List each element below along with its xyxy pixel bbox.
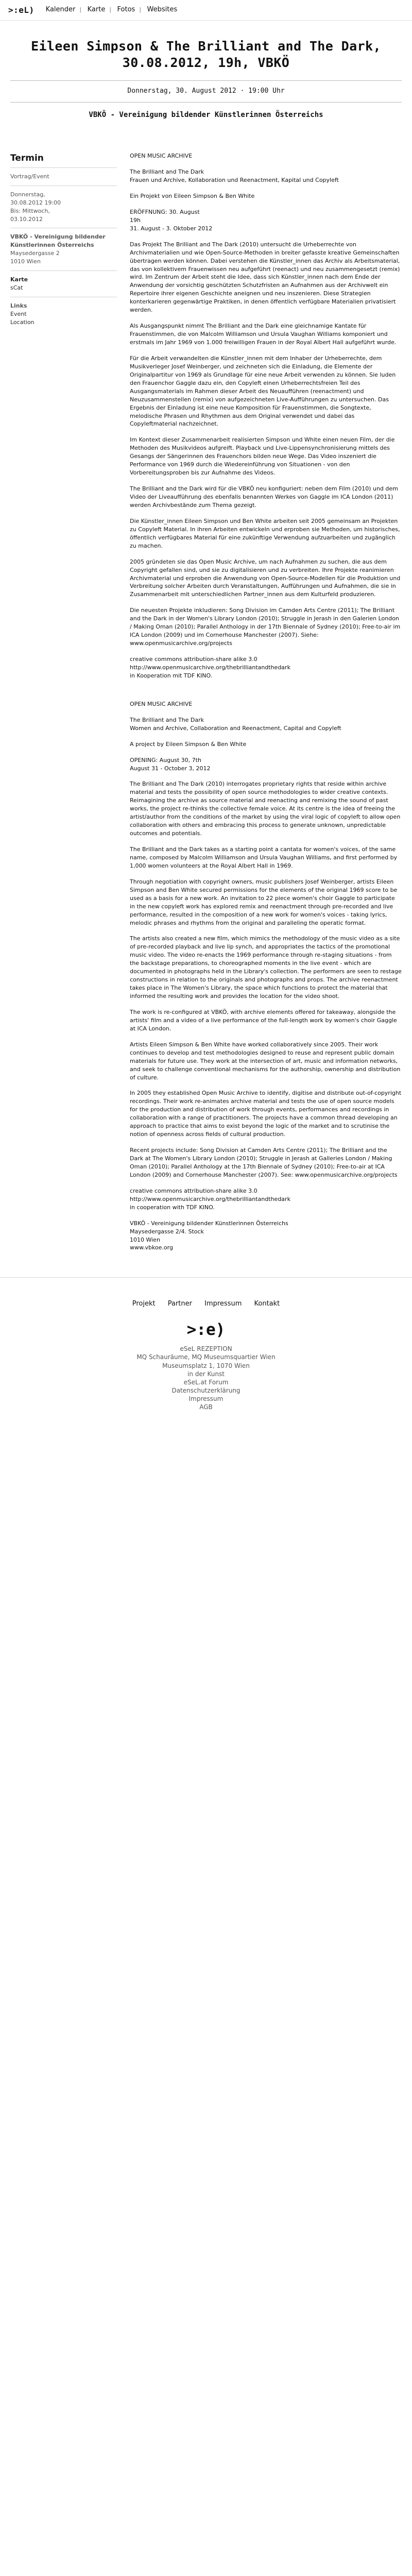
description-paragraph: A project by Eileen Simpson & Ben White — [130, 740, 247, 748]
links-label: Links — [10, 302, 27, 310]
description-paragraph: The Brilliant and The Dark Frauen und Archive, Kollaboration und Reenactment, Kapital und Copyleft — [130, 168, 339, 184]
event-header — [0, 21, 412, 130]
description-paragraph: The Brilliant and the Dark wird für die VBKÖ neu konfiguriert: neben dem Film (2010) und dem Video der Liveaufführung des ebenfalls benannten Werkes von Gaggle im ICA London (2011) werden Archivbestände zum Thema gezeigt. — [130, 485, 398, 509]
description-paragraph: Die Künstler_innen Eileen Simpson und Ben White arbeiten seit 2005 gemeinsam an Projekten zu Copyleft Material. In ihren Arbeiten entwickeln und erproben sie Methoden, um historisches, öffentlich verfügbares Material für eine zukünftige Verwendung aufzuarbeiten und zugänglich zu machen. — [130, 517, 400, 549]
venue-name: VBKÖ - Vereinigung bildender Künstlerinnen Österreichs — [10, 233, 106, 249]
nav-fotos[interactable]: Fotos — [117, 6, 135, 14]
footer-line: eSeL REZEPTION — [180, 1345, 232, 1353]
english-description — [130, 700, 402, 1252]
content-layout — [0, 130, 412, 1260]
event-organizer: VBKÖ - Vereinigung bildender Künstlerinnen Österreichs — [89, 110, 323, 119]
venue-contact: VBKÖ - Vereinigung bildender Künstlerinnen Österreichs Maysedergasse 2/4. Stock 1010 Wien www.vbkoe.org — [130, 1219, 288, 1251]
footer-link-contact[interactable]: Kontakt — [254, 1300, 280, 1308]
description-paragraph: Als Ausgangspunkt nimmt The Brilliant and the Dark eine gleichnamige Kantate für Frauenstimmen, die von Malcolm Williamson und Ursula Vaughan Williams komponiert und erstmals im Jahr 1969 von 1.000 freiwilligen Frauen in der Royal Albert Hall aufgeführt wurde. — [130, 323, 397, 346]
event-type-block — [10, 167, 117, 185]
date-block — [10, 185, 117, 228]
date-label: Donnerstag, — [10, 191, 45, 198]
venue-block — [10, 228, 117, 270]
footer-link[interactable]: Datenschutzerklärung — [171, 1387, 241, 1395]
nav-websites[interactable]: Websites — [147, 6, 178, 14]
event-date: Donnerstag, 30. August 2012 · 19:00 Uhr — [10, 81, 402, 103]
event-sidebar — [10, 152, 130, 1260]
event-description — [130, 152, 402, 1260]
nav-karte[interactable]: Karte — [87, 6, 106, 14]
german-description — [130, 152, 402, 680]
location-link[interactable]: Location — [10, 318, 35, 326]
map-block — [10, 270, 117, 297]
footer-link-impressum[interactable]: Impressum — [204, 1300, 242, 1308]
nav-kalender[interactable]: Kalender — [45, 6, 76, 14]
description-paragraph: Die neuesten Projekte inkludieren: Song Division im Camden Arts Centre (2011); The Brilliant and the Dark in der Women's Library London (2010); Struggle in Jerash in den Galerien London / Making Oman (2010); Parallel Anthology in der 17th Biennale of Sydney (2010); Free-to-air im ICA London (2009) und im Cornerhouse Manchester (2007). Siehe: www.openmusicarchive.org/projects — [130, 607, 401, 647]
venue-address: Maysedergasse 2 — [10, 250, 60, 257]
description-paragraph: The work is re-configured at VBKÖ, with archive elements offered for takeaway, alongside the artists' film and a video of a live performance of the full-length work by women's choir Gaggle at ICA London. — [130, 1008, 397, 1032]
description-paragraph: Artists Eileen Simpson & Ben White have worked collaboratively since 2005. Their work continues to develop and test methodologies designed to reuse and represent public domain materials for future use. They work at the intersection of art, music and information networks, and seek to challenge conventional mechanisms for the authorship, ownership and distribution of culture. — [130, 1041, 401, 1081]
footer-link-partner[interactable]: Partner — [167, 1300, 192, 1308]
description-paragraph: Das Projekt The Brilliant and The Dark (2010) untersucht die Urheberrechte von Archivmaterialien und wie Open-Source-Methoden in breiter gefasste kreative Gemeinschaften übertragen werden können. Dabei verstehen die Künstler_innen das Archiv als Arbeitsmaterial, das von kollektivem Frauenwissen neu aufgeführt (reenact) und neu zusammengesetzt (remix) wird. Im Zentrum der Arbeit steht die Idee, dass sich Künstler_innen nach dem Ende der Anwendung der vorsichtig geschützten Schutzfristen an Aufnahmen aus der Archivwelt ein Repertoire ihrer eigenen Geschichte aneignen und neu inszenieren. Diese Strategien konterkarieren gegenwärtige Praktiken, in denen öffentlich verfügbare Materialien privatisiert werden. — [130, 241, 400, 314]
footer-logo[interactable]: >:e) — [186, 1320, 226, 1340]
description-paragraph: Im Kontext dieser Zusammenarbeit realisierten Simpson und White einen neuen Film, der die Methoden des Musikvideos aufgreift. Playback und Live-Lippensynchronisierung mittels des Gesangs der Sängerinnen des Frauenchors bilden neue Wege. Das Video inszeniert die Performance von 1969 durch die Wiedereinführung von Situationen - von den Vorbereitungsproben bis zur Aufnahme des Videos. — [130, 436, 395, 477]
description-paragraph: Ein Projekt von Eileen Simpson & Ben White — [130, 192, 255, 199]
description-paragraph: Für die Arbeit verwandelten die Künstler_innen mit dem Inhaber der Urheberrechte, dem Musikverleger Josef Weinberger, und zeichneten sich die Einladung, die Elemente der Originalpartitur von 1969 als Grundlage für eine neue Arbeit verwenden zu können. Sie luden den Frauenchor Gaggle dazu ein, den Copyleft einen Urheberrechtsfreien Teil des Ausgangsmaterials im Rahmen dieser Arbeit des Neuaufführen (reenactment) und Neuzusammenstellen (remix) von aufgezeichneten Live-Aufführungen zu untersuchen. Das Ergebnis der Einladung ist eine neue Komposition für Frauenstimmen, die Songtexte, melodische Phrasen und Rhythmen aus dem Original verwendet und dabei das Copyleftmaterial nachzeichnet. — [130, 354, 396, 428]
tag-link[interactable]: sCat — [10, 284, 23, 292]
description-paragraph: creative commons attribution-share alike 3.0 http://www.openmusicarchive.org/thebrilliantandthedark in cooperation with TDF KINO. — [130, 1187, 290, 1211]
date-line: 30.08.2012 19:00 — [10, 199, 61, 206]
footer-line: Museumsplatz 1, 1070 Wien — [162, 1362, 250, 1369]
page-title: Eileen Simpson & The Brilliant and The Dark, 30.08.2012, 19h, VBKÖ — [31, 39, 381, 70]
links-block — [10, 297, 117, 331]
section-heading: OPEN MUSIC ARCHIVE — [130, 152, 193, 160]
footer-link[interactable]: Impressum — [188, 1395, 224, 1403]
description-paragraph: In 2005 they established Open Music Archive to identify, digitise and distribute out-of-copyright recordings. Their work re-animates archive material and tests the use of open source models for the production and distribution of work through events, performances and recordings in collaboration with a range of practitioners. The projects have a common thread developing an approach to practice that aims to exist beyond the logic of the market and to scrutinise the notion of openness across fields of cultural production. — [130, 1090, 402, 1138]
event-link[interactable]: Event — [10, 311, 27, 318]
date-line: 03.10.2012 — [10, 215, 43, 223]
description-paragraph: The artists also created a new film, which mimics the methodology of the music video as a site of pre-recorded playback and live lip synch, and appropriates the tactics of the promotional music video. The video re-enacts the 1969 performance through re-staging situations - from the backstage preparations, to choreographed moments in the live event - which are documented in photographs held in the Library's collection. The performers are seen to restage constructions in relation to the originals and photographs and props. The archive reenactment takes place in The Women's Library, the space which functions to protect the material that informed the resulting work and provides the location for the video shoot. — [130, 935, 402, 1000]
footer-link[interactable]: AGB — [199, 1403, 213, 1411]
footer-link-project[interactable]: Projekt — [132, 1300, 156, 1308]
description-paragraph: 2005 gründeten sie das Open Music Archive, um nach Aufnahmen zu suchen, die aus dem Copyright gefallen sind, und sie zu digitalisieren und zu verbreiten. Ihre Projekte reanimieren Archivmaterial und erproben die Anwendung von Open-Source-Modellen für die Produktion und Verbreitung solcher Arbeiten durch Veranstaltungen, Aufführungen und Aufnahmen, die sie in Zusammenarbeit mit unterschiedlichen Partner_innen aus dem Kulturfeld produzieren. — [130, 558, 401, 598]
footer-link[interactable]: in der Kunst — [187, 1370, 225, 1378]
event-type: Vortrag/Event — [10, 173, 49, 180]
section-heading: OPEN MUSIC ARCHIVE — [130, 700, 193, 707]
footer-link[interactable]: eSeL.at Forum — [183, 1378, 229, 1386]
description-paragraph: The Brilliant and the Dark takes as a starting point a cantata for women's voices, of the same name, composed by Malcolm Williamson and Ursula Vaughan Williams, and first performed by 1,000 women volunteers at the Royal Albert Hall in 1969. — [130, 846, 398, 869]
venue-city: 1010 Wien — [10, 258, 41, 265]
site-footer — [0, 1277, 412, 1430]
description-paragraph: The Brilliant and The Dark (2010) interrogates proprietary rights that reside within archive material and tests the possibility of open source methodologies to wider creative contexts. Reimagining the archive as source material and reenacting and remixing the sound of past works, the project re-thinks the collective female voice. At its centre is the idea of freeing the artist/author from the conditions of the market by using the viral logic of copyleft to allow open collaboration with others and embracing this process to generate unknown, unpredictable outcomes and potentials. — [130, 781, 401, 837]
top-navigation — [0, 0, 412, 21]
description-paragraph: The Brilliant and The Dark Women and Archive, Collaboration and Reenactment, Capital and Copyleft — [130, 716, 341, 732]
footer-links — [5, 1299, 407, 1309]
main-nav: Kalender | Karte | Fotos | Websites — [46, 5, 185, 15]
description-paragraph: ERÖFFNUNG: 30. August 19h 31. August - 3. Oktober 2012 — [130, 208, 213, 232]
date-line: Bis: Mittwoch, — [10, 207, 50, 214]
map-link[interactable]: Karte — [10, 276, 28, 283]
footer-line: MQ Schauräume, MQ Museumsquartier Wien — [136, 1353, 276, 1361]
description-paragraph: Through negotiation with copyright owners, music publishers Josef Weinberger, artists Eileen Simpson and Ben White secured permissions for the elements of the original 1969 score to be used as a basis for a new work. An invitation to 22 piece women's choir Gaggle to participate in the new copyleft work has explored remix and reenactment through pre-recorded and live performance, resulted in the composition of a new work for women's voices - taking lyrics, melodic phrases and rhythms from the original and paralleling the operatic format. — [130, 878, 398, 926]
sidebar-title: Termin — [10, 153, 44, 164]
description-paragraph: Recent projects include: Song Division at Camden Arts Centre (2011); The Brilliant and the Dark at The Women's Library London (2010); Struggle in Jerash at Galleries London / Making Oman (2010); Parallel Anthology at the 17th Biennale of Sydney (2010); Free-to-air at ICA London (2009) and Cornerhouse Manchester (2007). See: www.openmusicarchive.org/projects — [130, 1147, 398, 1178]
description-paragraph: OPENING: August 30, 7th August 31 - October 3, 2012 — [130, 756, 211, 772]
site-logo[interactable]: >:eL) — [8, 5, 35, 15]
description-paragraph: creative commons attribution-share alike 3.0 http://www.openmusicarchive.org/thebrilliantandthedark in Kooperation mit TDF KINO. — [130, 656, 290, 679]
